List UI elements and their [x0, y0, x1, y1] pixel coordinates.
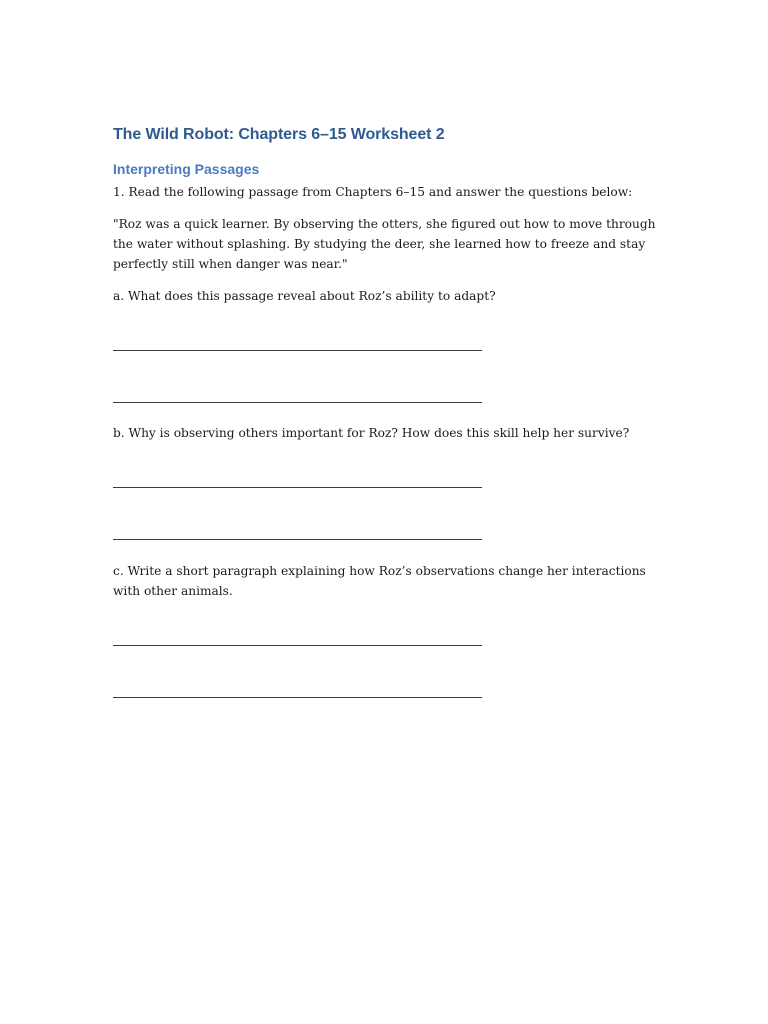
question-b: b. Why is observing others important for Roz? How does this skill help her survive?: [113, 426, 630, 440]
document-title: The Wild Robot: Chapters 6–15 Worksheet 2: [113, 126, 445, 143]
question-a: a. What does this passage reveal about Roz’s ability to adapt?: [113, 289, 496, 303]
answer-line-c1[interactable]: [113, 645, 482, 646]
answer-line-a1[interactable]: [113, 350, 482, 351]
passage-quote: "Roz was a quick learner. By observing the otters, she figured out how to move through the water without splashing. By studying the deer, she learned how to freeze and stay perfectly still when danger was near.": [113, 217, 656, 271]
answer-line-b1[interactable]: [113, 487, 482, 488]
answer-line-c2[interactable]: [113, 697, 482, 698]
question-intro: 1. Read the following passage from Chapters 6–15 and answer the questions below:: [113, 185, 633, 199]
section-heading: Interpreting Passages: [113, 161, 260, 177]
answer-line-b2[interactable]: [113, 539, 482, 540]
answer-line-a2[interactable]: [113, 402, 482, 403]
question-c: c. Write a short paragraph explaining how Roz’s observations change her interactions with other animals.: [113, 564, 646, 598]
worksheet-content: [113, 124, 658, 698]
